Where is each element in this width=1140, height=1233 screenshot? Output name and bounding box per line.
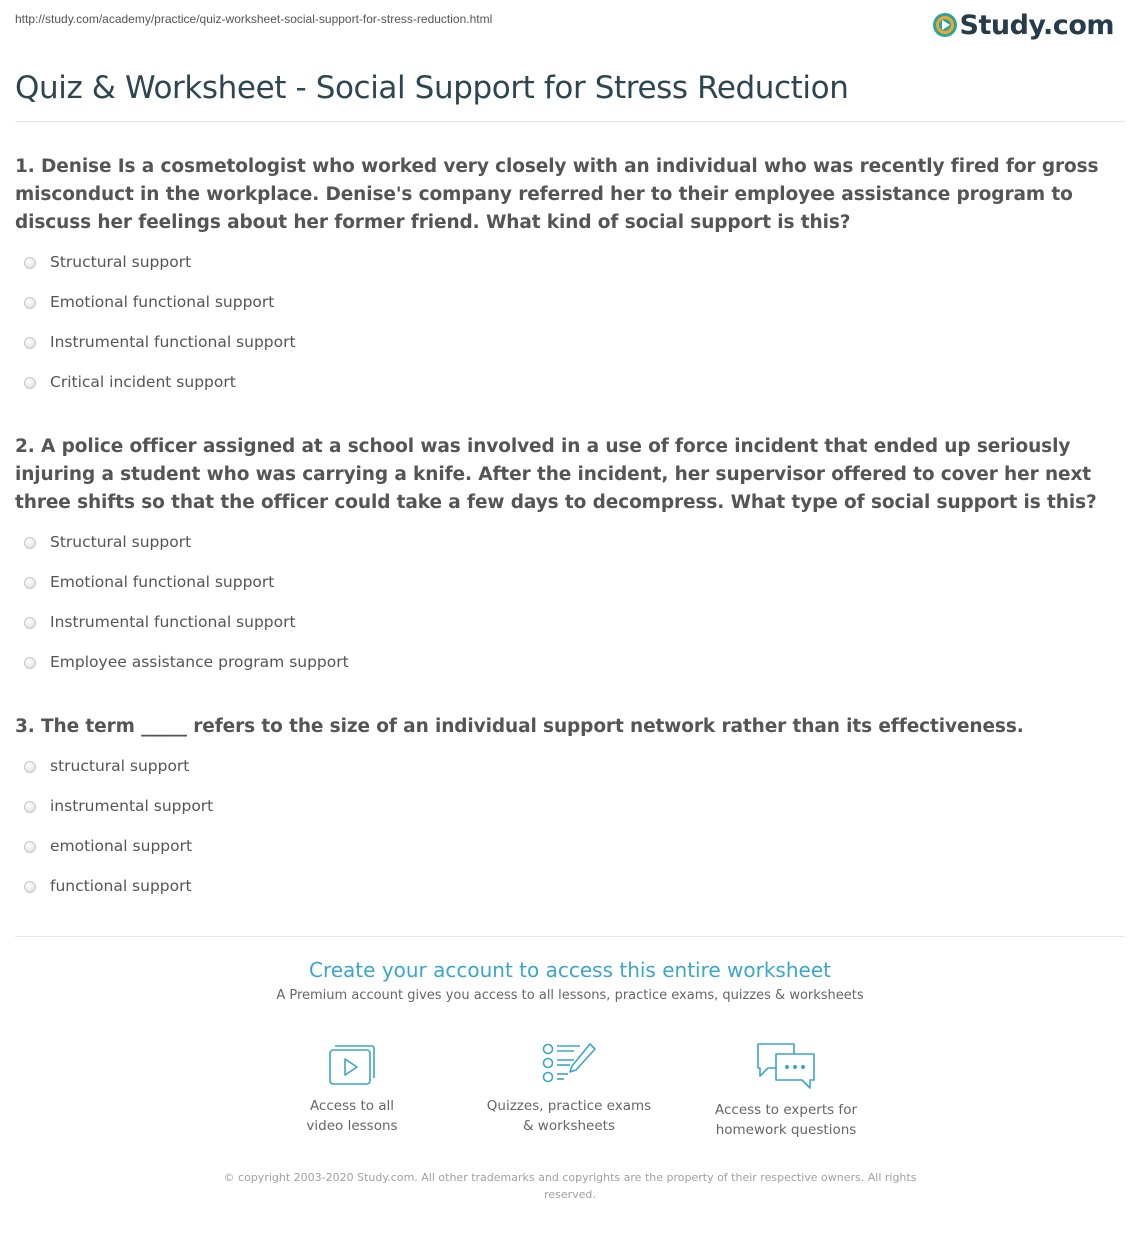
answer-choice[interactable] <box>15 651 1125 691</box>
page-url: http://study.com/academy/practice/quiz-worksheet-social-support-for-stress-reduction.html <box>15 12 493 26</box>
answer-label: instrumental support <box>50 797 214 815</box>
premium-cta <box>0 958 1140 1003</box>
answer-choices <box>15 531 1125 691</box>
feature-label-line: Access to all <box>309 1098 395 1114</box>
radio-button[interactable] <box>24 297 36 309</box>
radio-button[interactable] <box>24 577 36 589</box>
question-text: 2. A police officer assigned at a school was involved in a use of force incident that ended up seriously injuring a student who was carrying a knife. After the incident, her supervisor offered to cover her next three shifts so that the officer could take a few days to decompress. What type of social support is this? <box>15 436 1097 513</box>
feature-video-lessons <box>252 1040 452 1136</box>
video-lesson-icon <box>326 1040 378 1086</box>
question-text: 3. The term _____ refers to the size of an individual support network rather than its effectiveness. <box>15 716 1024 737</box>
page-title: Quiz & Worksheet - Social Support for Stress Reduction <box>15 70 849 106</box>
answer-label: Instrumental functional support <box>50 613 296 631</box>
answer-label: Critical incident support <box>50 373 236 391</box>
answer-label: Structural support <box>50 533 192 551</box>
radio-button[interactable] <box>24 761 36 773</box>
answer-label: Emotional functional support <box>50 573 275 591</box>
answer-choice[interactable] <box>15 251 1125 291</box>
answer-choice[interactable] <box>15 611 1125 651</box>
answer-label: structural support <box>50 757 190 775</box>
radio-button[interactable] <box>24 617 36 629</box>
study-logo[interactable] <box>933 8 1114 42</box>
answer-choice[interactable] <box>15 835 1125 875</box>
answer-choice[interactable] <box>15 755 1125 795</box>
answer-choice[interactable] <box>15 875 1125 915</box>
quiz-checklist-icon <box>540 1040 598 1086</box>
feature-label <box>469 1096 669 1136</box>
answer-choice[interactable] <box>15 331 1125 371</box>
feature-label <box>686 1100 886 1140</box>
section-divider <box>15 936 1125 937</box>
answer-choice[interactable] <box>15 291 1125 331</box>
play-circle-icon <box>933 13 957 37</box>
answer-choice[interactable] <box>15 371 1125 411</box>
feature-label-line: homework questions <box>715 1122 857 1138</box>
answer-choice[interactable] <box>15 531 1125 571</box>
radio-button[interactable] <box>24 881 36 893</box>
copyright-footer: © copyright 2003-2020 Study.com. All other trademarks and copyrights are the property of their respective owners. All rights reserved. <box>223 1171 917 1201</box>
title-divider <box>15 121 1125 122</box>
top-bar <box>0 0 1140 60</box>
radio-button[interactable] <box>24 377 36 389</box>
question-3 <box>15 713 1125 915</box>
question-2 <box>15 433 1125 691</box>
radio-button[interactable] <box>24 537 36 549</box>
answer-choices <box>15 755 1125 915</box>
answer-label: Employee assistance program support <box>50 653 349 671</box>
answer-label: functional support <box>50 877 192 895</box>
feature-label-line: Quizzes, practice exams <box>486 1098 652 1114</box>
radio-button[interactable] <box>24 337 36 349</box>
answer-label: Structural support <box>50 253 192 271</box>
question-text: 1. Denise Is a cosmetologist who worked very closely with an individual who was recently fired for gross misconduct in the workplace. Denise's company referred her to their employee assistance program to discuss her feelings about her former friend. What kind of social support is this? <box>15 156 1099 233</box>
logo-text: Study.com <box>959 9 1114 41</box>
radio-button[interactable] <box>24 657 36 669</box>
feature-label-line: video lessons <box>306 1118 398 1134</box>
radio-button[interactable] <box>24 257 36 269</box>
radio-button[interactable] <box>24 841 36 853</box>
radio-button[interactable] <box>24 801 36 813</box>
answer-label: Instrumental functional support <box>50 333 296 351</box>
feature-quizzes <box>469 1040 669 1136</box>
answer-label: emotional support <box>50 837 193 855</box>
answer-choice[interactable] <box>15 571 1125 611</box>
create-account-link[interactable]: Create your account to access this entire worksheet <box>309 958 831 982</box>
cta-subtitle: A Premium account gives you access to all lessons, practice exams, quizzes & worksheets <box>276 988 864 1003</box>
question-1 <box>15 153 1125 411</box>
feature-label <box>252 1096 452 1136</box>
feature-label-line: Access to experts for <box>714 1102 857 1118</box>
answer-choices <box>15 251 1125 411</box>
answer-label: Emotional functional support <box>50 293 275 311</box>
chat-bubbles-icon <box>754 1040 818 1090</box>
answer-choice[interactable] <box>15 795 1125 835</box>
feature-label-line: & worksheets <box>522 1118 615 1134</box>
feature-experts <box>686 1040 886 1140</box>
